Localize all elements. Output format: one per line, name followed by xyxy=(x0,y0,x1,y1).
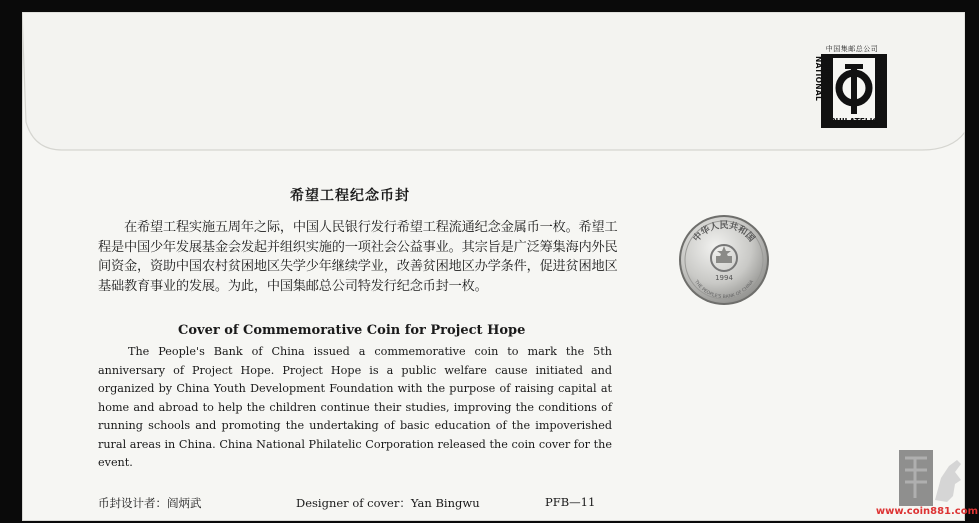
coin-top-text: 中华人民共和国 xyxy=(691,221,757,245)
cover-code: PFB—11 xyxy=(545,495,596,509)
logo-bottom-text: PHILATELIC xyxy=(830,117,878,126)
watermark-url: www.coin881.com xyxy=(875,506,978,517)
philatelic-logo xyxy=(814,44,887,130)
chinese-title: 希望工程纪念币封 xyxy=(290,188,410,204)
english-body: The People's Bank of China issued a commemorative coin to mark the 5th anniversary of Project Hope. Project Hope is a public welfare cause initiated and organized by China Youth Development Foundation with the purpose of raising capital at home and abroad to help the children continue their studies, improving the conditions of running schools and promoting the undertaking of basic education of the impoverished rural areas in China. China National Philatelic Corporation released the coin cover for the event. xyxy=(98,345,612,469)
coin-bottom-text: THE PEOPLE'S BANK OF CHINA xyxy=(692,279,755,301)
commemorative-coin xyxy=(678,214,770,306)
logo-chinese-name: 中国集邮总公司 xyxy=(825,45,879,53)
english-title: Cover of Commemorative Coin for Project Hope xyxy=(178,323,526,338)
coin-year: 1994 xyxy=(715,274,733,282)
horse-watermark-icon xyxy=(895,448,970,510)
designer-english: Designer of cover：Yan Bingwu xyxy=(296,496,480,510)
chinese-body: 在希望工程实施五周年之际，中国人民银行发行希望工程流通纪念金属币一枚。希望工程是中国少年发展基金会发起并组织实施的一项社会公益事业。其宗旨是广泛筹集海内外民间资金，资助中国农村贫困地区失学少年继续学业，改善贫困地区办学条件，促进贫困地区基础教育事业的发展。为此，中国集邮总公司特发行纪念币封一枚。 xyxy=(98,220,618,294)
logo-right-text: CORPORATION xyxy=(874,56,883,121)
designer-chinese: 币封设计者：阎炳武 xyxy=(98,496,202,510)
logo-left-text: CHINA NATIONAL xyxy=(814,56,832,102)
